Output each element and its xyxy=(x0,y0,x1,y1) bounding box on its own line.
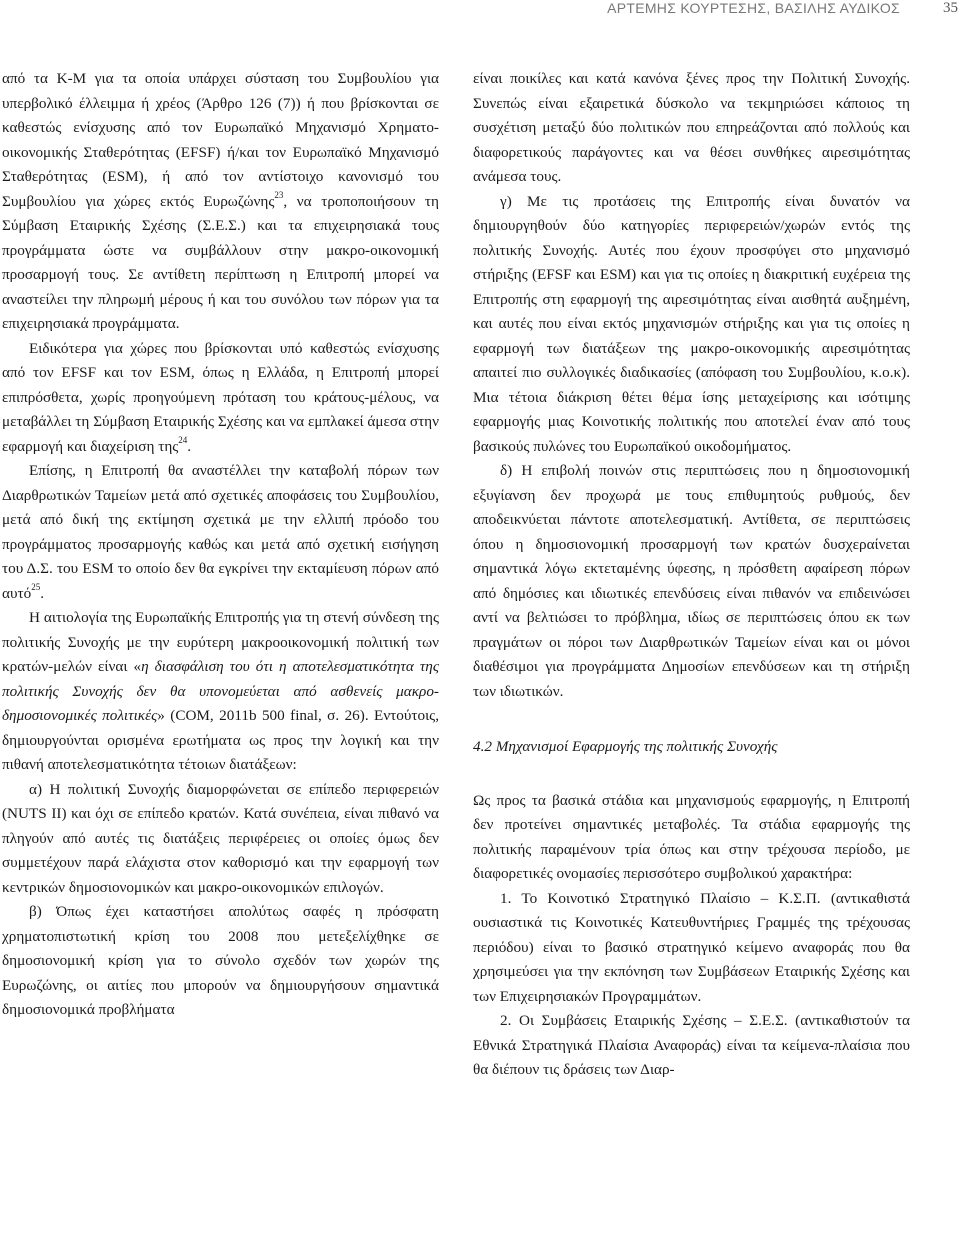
list-item: β) Όπως έχει καταστήσει απολύτως σαφές η πρόσφατη χρηματοπιστωτική κρίση του 2008 που μετεξελίχθηκε σε δημοσιονομική κρίση για το σύνολο σχεδόν των χωρών της Ευρωζώνης, οι αιτίες που μπορούν να δημιουργήσουν σημαντικά δημοσιονομικά προβλήματα xyxy=(2,903,439,1018)
quotation: η διασφάλιση του ότι η αποτελεσματικότητα της πολιτικής Συνοχής δεν θα υπονομεύεται από ασθενείς μακρο-δημοσιονομικές πολιτικές xyxy=(2,658,439,724)
paragraph-text: Επίσης, η Επιτροπή θα αναστέλλει την καταβολή πόρων των Διαρθρωτικών Ταμείων μετά από σχετικές αποφάσεις του Συμβουλίου, μετά από δική της εκτίμηση σχετικά με την ελλιπή πρόοδο του προγράμματος προσαρμογής καθώς και μετά από σχετική εισήγηση του Δ.Σ. του ESM το οποίο δεν θα εγκρίνει την εκταμίευση πόρων από αυτό xyxy=(2,462,439,602)
paragraph xyxy=(2,606,439,778)
paragraph-text: . xyxy=(187,437,192,455)
list-item: δ) Η επιβολή ποινών στις περιπτώσεις που η δημοσιονομική εξυγίανση δεν προχωρά με τους επιθυμητούς ρυθμούς, δεν αποδεικνύεται πάντοτε αποτελεσματική. Αντίθετα, σε περιπτώσεις όπου η δημοσιονομική προσαρμογή των κρατών δυσχεραίνεται σημαντικά λόγω εκτεταμένης ύφεσης, η πρόσθετη αφαίρεση πόρων από δημόσιες και ιδιωτικές επενδύσεις είναι πιθανόν να επιδεινώσει αντί να βελτιώσει το πρόβλημα, ιδίως σε περιπτώσεις όπου εκ των πραγμάτων οι πόροι των Διαρθρωτικών Ταμείων είναι και οι μόνοι διαθέσιμοι για προγράμματα Δημοσίων επενδύσεων και τη στήριξη των ιδιωτικών. xyxy=(473,462,910,700)
section-heading: 4.2 Μηχανισμοί Εφαρμογής της πολιτικής Συνοχής xyxy=(473,738,778,755)
page-header xyxy=(0,0,960,14)
footnote-marker: 24 xyxy=(178,435,188,446)
numbered-item: 2. Οι Συμβάσεις Εταιρικής Σχέσης – Σ.Ε.Σ. (αντικαθιστούν τα Εθνικά Στρατηγικά Πλαίσια Αναφοράς) είναι τα κείμενα-πλαίσια που θα διέπουν τις δράσεις των Διαρ- xyxy=(473,1012,910,1078)
paragraph-text: » (COM, 2011b 500 final, σ. 26). Εντούτοις, δημιουργούνται ορισμένα ερωτήματα ως προς την λογική και την πιθανή αποτελεσματικότητα τέτοιων διατάξεων: xyxy=(2,707,439,773)
paragraph: είναι ποικίλες και κατά κανόνα ξένες προς την Πολιτική Συνοχής. Συνεπώς είναι εξαιρετικά δύσκολο να τεκμηριώσει κάποιος τη συσχέτιση μεταξύ δύο πολιτικών που επηρεάζονται από πολλούς και διαφορετικούς παράγοντες και να θέσει συνθήκες αιρεσιμότητας ανάμεσα τους. xyxy=(473,70,910,185)
right-column xyxy=(473,67,910,1083)
running-title: ΑΡΤΕΜΗΣ ΚΟΥΡΤΕΣΗΣ, ΒΑΣΙΛΗΣ ΑΥΔΙΚΟΣ xyxy=(607,0,900,16)
left-column xyxy=(2,67,439,1023)
paragraph-text: Ειδικότερα για χώρες που βρίσκονται υπό καθεστώς ενίσχυσης από τον EFSF και τον ESM, όπως η Ελλάδα, η Επιτροπή μπορεί επιπρόσθετα, χωρίς προηγούμενη πρόταση του κράτους-μέλους, να μεταβάλλει τη Σύμβαση Εταιρικής Σχέσης και να εμπλακεί άμεσα στην εφαρμογή και διαχείριση της xyxy=(2,339,439,455)
paragraph-text: . xyxy=(40,584,44,602)
paragraph-text: Η αιτιολογία της Ευρωπαϊκής Επιτροπής για τη στενή σύνδεση της πολιτικής Συνοχής με την ευρύτερη μακροοικονομική πολιτική των κρατών-μελών είναι « xyxy=(2,609,439,675)
footnote-marker: 23 xyxy=(274,190,284,201)
paragraph xyxy=(2,337,439,460)
paragraph-text: από τα Κ-Μ για τα οποία υπάρχει σύσταση του Συμβουλίου για υπερβολικό έλλειμμα ή χρέος (Άρθρο 126 (7)) ή που βρίσκονται σε καθεστώς ενίσχυσης από τον Ευρωπαϊκό Μηχανισμό Χρηματο-οικονομικής Σταθερότητας (EFSF) ή/και τον Ευρωπαϊκό Μηχανισμό Σταθερότητας (ESM), ή από τον αντίστοιχο κανονισμό του Συμβουλίου για χώρες εκτός Ευρωζώνης xyxy=(2,70,439,210)
list-item: α) Η πολιτική Συνοχής διαμορφώνεται σε επίπεδο περιφερειών (NUTS II) και όχι σε επίπεδο κρατών. Κατά συνέπεια, είναι πιθανό να πληγούν από αυτές τις διατάξεις περιφέρειες οι οποίες όμως δεν συμμετέχουν παρά ελάχιστα στον καθορισμό και την εφαρμογή των κεντρικών δημοσιονομικών και μακρο-οικονομικών επιλογών. xyxy=(2,780,439,896)
footnote-marker: 25 xyxy=(31,582,41,593)
paragraph xyxy=(2,67,439,337)
numbered-item: 1. Το Κοινοτικό Στρατηγικό Πλαίσιο – Κ.Σ.Π. (αντικαθιστά ουσιαστικά τις Κοινοτικές Κατευθυντήριες Γραμμές της τρέχουσας περιόδου) είναι το βασικό στρατηγικό κείμενο αναφοράς που θα χρησιμεύσει για την εκπόνηση των Συμβάσεων Εταιρικής Σχέσης και των Επιχειρησιακών Προγραμμάτων. xyxy=(473,889,910,1005)
page-number: 35 xyxy=(943,0,958,16)
paragraph xyxy=(2,459,439,606)
paragraph-text: , να τροποποιήσουν τη Σύμβαση Εταιρικής Σχέσης (Σ.Ε.Σ.) και τα επιχειρησιακά τους προγράμματα ώστε να συμβάλλουν στην μακρο-οικονομική προσαρμογή τους. Σε αντίθετη περίπτωση η Επιτροπή μπορεί να αναστείλει την πληρωμή μέρους ή και του συνόλου των πόρων για τα επιχειρησιακά προγράμματα. xyxy=(2,192,439,332)
list-item: γ) Με τις προτάσεις της Επιτροπής είναι δυνατόν να δημιουργηθούν δύο κατηγορίες περιφερειών/χωρών εντός της πολιτικής Συνοχής. Αυτές που έχουν προσφύγει στο μηχανισμό στήριξης (EFSF και ESM) και για τις οποίες η διακριτική ευχέρεια της Επιτροπής στη εφαρμογή της αιρεσιμότητας είναι αισθητά αυξημένη, και αυτές που είναι εκτός μηχανισμών στήριξης και για τις οποίες η εφαρμογή των διατάξεων της μακρο-οικονομικής αιρεσιμότητας απαιτεί πιο συλλογικές διαδικασίες (απόφαση του Συμβουλίου, κ.ο.κ). Μια τέτοια διάκριση θέτει θέμα ίσης μεταχείρισης και ισότιμης εφαρμογής μιας Κοινοτικής πολιτικής που αποτελεί έναν από τους βασικούς πυλώνες του Ευρωπαϊκού οικοδομήματος. xyxy=(473,192,910,455)
paragraph: Ως προς τα βασικά στάδια και μηχανισμούς εφαρμογής, η Επιτροπή δεν προτείνει σημαντικές μεταβολές. Τα στάδια εφαρμογής της πολιτικής παραμένουν τρία όπως και στην τρέχουσα περίοδο, με διαφορετικές ονομασίες περισσότερο συμβολικού χαρακτήρα: xyxy=(473,791,910,882)
